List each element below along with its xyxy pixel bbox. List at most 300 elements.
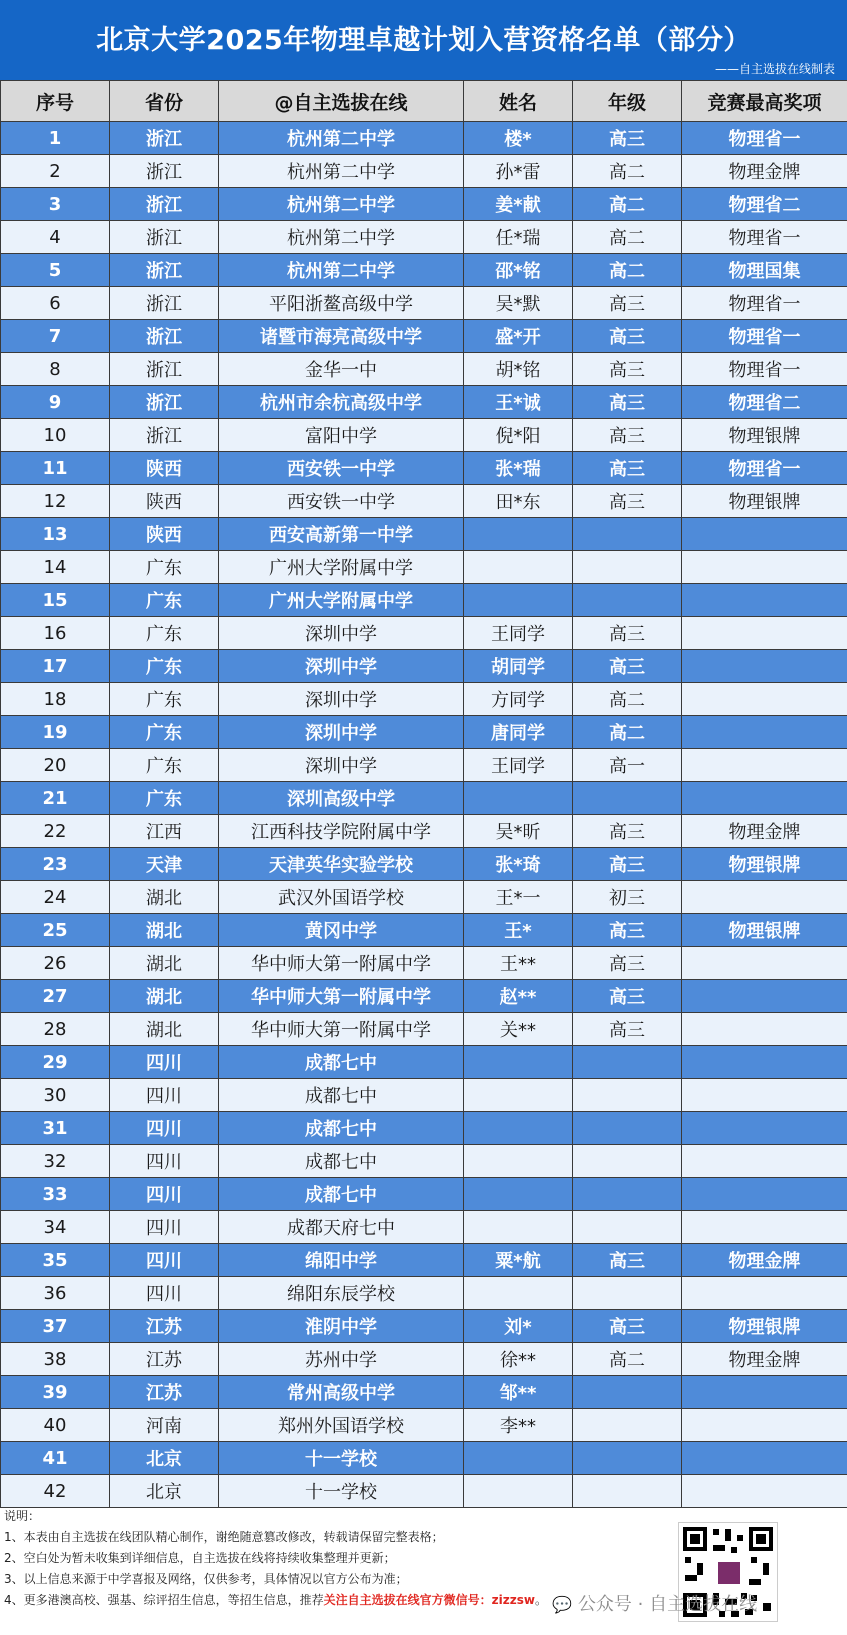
cell-name [464, 1277, 573, 1310]
cell-grade: 高二 [573, 254, 682, 287]
cell-grade: 高二 [573, 683, 682, 716]
table-row [1, 1046, 847, 1079]
cell-name: 孙*雷 [464, 155, 573, 188]
cell-province: 广东 [110, 782, 219, 815]
cell-index: 35 [1, 1244, 110, 1277]
cell-school: 广州大学附属中学 [219, 584, 464, 617]
cell-grade: 高三 [573, 1244, 682, 1277]
cell-province: 湖北 [110, 980, 219, 1013]
cell-school: 苏州中学 [219, 1343, 464, 1376]
cell-index: 16 [1, 617, 110, 650]
column-header-grade: 年级 [573, 81, 682, 122]
cell-award [682, 881, 847, 914]
cell-index: 11 [1, 452, 110, 485]
table-row [1, 914, 847, 947]
table-row [1, 1013, 847, 1046]
cell-grade: 高三 [573, 1013, 682, 1046]
cell-school: 西安高新第一中学 [219, 518, 464, 551]
cell-school: 武汉外国语学校 [219, 881, 464, 914]
cell-name: 粟*航 [464, 1244, 573, 1277]
cell-index: 15 [1, 584, 110, 617]
cell-province: 浙江 [110, 254, 219, 287]
cell-name: 胡*铭 [464, 353, 573, 386]
cell-grade [573, 1475, 682, 1508]
cell-province: 河南 [110, 1409, 219, 1442]
cell-index: 38 [1, 1343, 110, 1376]
table-row [1, 584, 847, 617]
cell-index: 13 [1, 518, 110, 551]
cell-grade: 高三 [573, 980, 682, 1013]
cell-grade [573, 1277, 682, 1310]
table-row [1, 551, 847, 584]
cell-award: 物理省一 [682, 320, 847, 353]
cell-award: 物理省一 [682, 452, 847, 485]
cell-province: 广东 [110, 749, 219, 782]
cell-award [682, 716, 847, 749]
cell-province: 广东 [110, 617, 219, 650]
cell-index: 36 [1, 1277, 110, 1310]
cell-name [464, 1178, 573, 1211]
cell-province: 广东 [110, 551, 219, 584]
cell-province: 天津 [110, 848, 219, 881]
cell-grade: 高三 [573, 419, 682, 452]
cell-award [682, 1211, 847, 1244]
cell-name: 姜*献 [464, 188, 573, 221]
table-row [1, 1376, 847, 1409]
cell-school: 成都七中 [219, 1079, 464, 1112]
cell-school: 深圳中学 [219, 683, 464, 716]
table-row [1, 1079, 847, 1112]
cell-school: 绵阳东辰学校 [219, 1277, 464, 1310]
cell-award [682, 782, 847, 815]
notes-line-3: 3、以上信息来源于中学喜报及网络，仅供参考，具体情况以官方公布为准； [4, 1572, 408, 1586]
cell-index: 27 [1, 980, 110, 1013]
cell-grade: 高三 [573, 815, 682, 848]
cell-school: 诸暨市海亮高级中学 [219, 320, 464, 353]
cell-award [682, 551, 847, 584]
cell-grade: 初三 [573, 881, 682, 914]
title-bar [0, 0, 847, 80]
cell-index: 24 [1, 881, 110, 914]
cell-province: 广东 [110, 650, 219, 683]
cell-index: 23 [1, 848, 110, 881]
page-title: 北京大学2025年物理卓越计划入营资格名单（部分） [96, 25, 751, 56]
cell-province: 四川 [110, 1178, 219, 1211]
cell-grade [573, 518, 682, 551]
cell-school: 绵阳中学 [219, 1244, 464, 1277]
table-row [1, 1112, 847, 1145]
cell-award [682, 584, 847, 617]
cell-name [464, 1112, 573, 1145]
cell-award [682, 947, 847, 980]
notes-line-2: 2、空白处为暂未收集到详细信息，自主选拔在线将持续收集整理并更新； [4, 1551, 396, 1565]
cell-award [682, 1046, 847, 1079]
cell-index: 40 [1, 1409, 110, 1442]
cell-index: 19 [1, 716, 110, 749]
cell-grade [573, 1112, 682, 1145]
cell-grade: 高三 [573, 320, 682, 353]
cell-award [682, 518, 847, 551]
cell-name: 张*琦 [464, 848, 573, 881]
cell-grade: 高三 [573, 947, 682, 980]
cell-index: 6 [1, 287, 110, 320]
cell-grade: 高三 [573, 650, 682, 683]
cell-province: 北京 [110, 1475, 219, 1508]
cell-index: 26 [1, 947, 110, 980]
cell-grade: 高三 [573, 287, 682, 320]
column-header-award: 竞赛最高奖项 [682, 81, 847, 122]
cell-grade: 高三 [573, 122, 682, 155]
cell-grade [573, 1079, 682, 1112]
cell-index: 42 [1, 1475, 110, 1508]
cell-name: 邹** [464, 1376, 573, 1409]
cell-school: 成都七中 [219, 1178, 464, 1211]
cell-index: 8 [1, 353, 110, 386]
table-row [1, 1244, 847, 1277]
cell-index: 10 [1, 419, 110, 452]
table-row [1, 848, 847, 881]
cell-award: 物理国集 [682, 254, 847, 287]
cell-school: 黄冈中学 [219, 914, 464, 947]
table-row [1, 881, 847, 914]
cell-award [682, 1475, 847, 1508]
cell-school: 广州大学附属中学 [219, 551, 464, 584]
cell-index: 32 [1, 1145, 110, 1178]
table-row [1, 188, 847, 221]
table-row [1, 221, 847, 254]
cell-award [682, 1112, 847, 1145]
cell-province: 四川 [110, 1244, 219, 1277]
cell-award: 物理省二 [682, 386, 847, 419]
wechat-chat-icon: 💬 [552, 1595, 572, 1614]
cell-province: 四川 [110, 1079, 219, 1112]
cell-school: 成都天府七中 [219, 1211, 464, 1244]
cell-province: 浙江 [110, 353, 219, 386]
cell-province: 湖北 [110, 914, 219, 947]
cell-name [464, 1442, 573, 1475]
cell-province: 江苏 [110, 1343, 219, 1376]
table-row [1, 650, 847, 683]
cell-province: 浙江 [110, 386, 219, 419]
table-row [1, 320, 847, 353]
cell-province: 浙江 [110, 155, 219, 188]
cell-school: 成都七中 [219, 1046, 464, 1079]
table-row [1, 617, 847, 650]
cell-name: 吴*昕 [464, 815, 573, 848]
cell-province: 陕西 [110, 485, 219, 518]
cell-name: 关** [464, 1013, 573, 1046]
cell-index: 25 [1, 914, 110, 947]
table-row [1, 716, 847, 749]
cell-name [464, 1079, 573, 1112]
cell-province: 四川 [110, 1277, 219, 1310]
cell-award: 物理金牌 [682, 1343, 847, 1376]
cell-award: 物理省一 [682, 221, 847, 254]
cell-index: 17 [1, 650, 110, 683]
cell-index: 2 [1, 155, 110, 188]
cell-index: 12 [1, 485, 110, 518]
cell-school: 杭州第二中学 [219, 122, 464, 155]
cell-grade [573, 782, 682, 815]
cell-index: 1 [1, 122, 110, 155]
cell-grade [573, 1376, 682, 1409]
cell-school: 杭州第二中学 [219, 188, 464, 221]
cell-school: 成都七中 [219, 1145, 464, 1178]
cell-name: 王*诚 [464, 386, 573, 419]
cell-award: 物理银牌 [682, 485, 847, 518]
column-header-index: 序号 [1, 81, 110, 122]
cell-school: 平阳浙鳌高级中学 [219, 287, 464, 320]
table-row [1, 353, 847, 386]
cell-province: 浙江 [110, 122, 219, 155]
table-row [1, 1442, 847, 1475]
cell-name [464, 1211, 573, 1244]
cell-award: 物理省一 [682, 122, 847, 155]
cell-grade [573, 551, 682, 584]
cell-grade: 高三 [573, 485, 682, 518]
cell-award [682, 1178, 847, 1211]
cell-index: 29 [1, 1046, 110, 1079]
cell-province: 江苏 [110, 1376, 219, 1409]
cell-province: 湖北 [110, 881, 219, 914]
cell-name: 李** [464, 1409, 573, 1442]
cell-grade: 高二 [573, 1343, 682, 1376]
table-row [1, 1145, 847, 1178]
cell-grade [573, 1211, 682, 1244]
cell-grade: 高二 [573, 155, 682, 188]
column-header-name: 姓名 [464, 81, 573, 122]
cell-award [682, 650, 847, 683]
cell-school: 深圳中学 [219, 749, 464, 782]
table-row [1, 1343, 847, 1376]
cell-name: 田*东 [464, 485, 573, 518]
column-header-province: 省份 [110, 81, 219, 122]
column-header-school: @自主选拔在线 [219, 81, 464, 122]
cell-index: 7 [1, 320, 110, 353]
table-row [1, 1211, 847, 1244]
cell-school: 江西科技学院附属中学 [219, 815, 464, 848]
table-row [1, 254, 847, 287]
cell-province: 湖北 [110, 947, 219, 980]
cell-index: 30 [1, 1079, 110, 1112]
cell-award: 物理银牌 [682, 848, 847, 881]
footer-brand [552, 1590, 757, 1616]
table-row [1, 1475, 847, 1508]
cell-index: 31 [1, 1112, 110, 1145]
table-row [1, 1310, 847, 1343]
table-row [1, 287, 847, 320]
cell-province: 浙江 [110, 287, 219, 320]
cell-grade: 高三 [573, 386, 682, 419]
page-subtitle: ——自主选拔在线制表 [714, 62, 835, 76]
notes-line-4-suffix: 。 [534, 1593, 547, 1607]
table-row [1, 749, 847, 782]
table-row [1, 419, 847, 452]
cell-index: 3 [1, 188, 110, 221]
cell-name [464, 584, 573, 617]
cell-school: 天津英华实验学校 [219, 848, 464, 881]
cell-name: 唐同学 [464, 716, 573, 749]
cell-name: 王** [464, 947, 573, 980]
cell-school: 淮阴中学 [219, 1310, 464, 1343]
cell-province: 浙江 [110, 188, 219, 221]
cell-name [464, 1046, 573, 1079]
cell-name [464, 551, 573, 584]
footer-brand-text: 公众号 · 自主选拔在线 [577, 1594, 758, 1615]
cell-name: 盛*开 [464, 320, 573, 353]
cell-province: 江苏 [110, 1310, 219, 1343]
cell-name: 赵** [464, 980, 573, 1013]
cell-province: 浙江 [110, 320, 219, 353]
cell-grade [573, 1145, 682, 1178]
table-header-row [1, 81, 847, 122]
cell-province: 浙江 [110, 221, 219, 254]
table-row [1, 1178, 847, 1211]
cell-province: 陕西 [110, 518, 219, 551]
cell-province: 湖北 [110, 1013, 219, 1046]
cell-award: 物理省一 [682, 353, 847, 386]
cell-name: 胡同学 [464, 650, 573, 683]
cell-award [682, 1145, 847, 1178]
table-row [1, 1277, 847, 1310]
cell-award: 物理省一 [682, 287, 847, 320]
cell-grade [573, 584, 682, 617]
cell-award [682, 1013, 847, 1046]
cell-award [682, 1079, 847, 1112]
table-row [1, 485, 847, 518]
cell-school: 十一学校 [219, 1442, 464, 1475]
cell-school: 西安铁一中学 [219, 485, 464, 518]
cell-school: 富阳中学 [219, 419, 464, 452]
cell-grade: 高二 [573, 221, 682, 254]
cell-province: 浙江 [110, 419, 219, 452]
cell-award [682, 1277, 847, 1310]
cell-grade: 高一 [573, 749, 682, 782]
cell-province: 四川 [110, 1046, 219, 1079]
cell-index: 14 [1, 551, 110, 584]
table-row [1, 452, 847, 485]
cell-index: 41 [1, 1442, 110, 1475]
table-body [1, 122, 847, 1508]
cell-name [464, 518, 573, 551]
cell-name: 王同学 [464, 617, 573, 650]
cell-award [682, 1376, 847, 1409]
cell-name: 刘* [464, 1310, 573, 1343]
qr-logo [718, 1562, 740, 1584]
cell-province: 四川 [110, 1211, 219, 1244]
cell-award [682, 617, 847, 650]
cell-school: 成都七中 [219, 1112, 464, 1145]
cell-name: 方同学 [464, 683, 573, 716]
cell-school: 深圳高级中学 [219, 782, 464, 815]
cell-index: 28 [1, 1013, 110, 1046]
cell-name: 任*瑞 [464, 221, 573, 254]
notes-line-4-prefix: 4、更多港澳高校、强基、综评招生信息，等招生信息，推荐 [4, 1593, 324, 1607]
cell-index: 18 [1, 683, 110, 716]
wechat-id-highlight: 关注自主选拔在线官方微信号：zizzsw [323, 1593, 535, 1607]
cell-index: 21 [1, 782, 110, 815]
cell-award: 物理金牌 [682, 155, 847, 188]
table-row [1, 815, 847, 848]
cell-school: 华中师大第一附属中学 [219, 947, 464, 980]
cell-school: 十一学校 [219, 1475, 464, 1508]
cell-name: 邵*铭 [464, 254, 573, 287]
cell-award [682, 1442, 847, 1475]
cell-name [464, 1475, 573, 1508]
cell-grade: 高三 [573, 848, 682, 881]
cell-award: 物理银牌 [682, 914, 847, 947]
cell-award: 物理省二 [682, 188, 847, 221]
table-row [1, 155, 847, 188]
cell-school: 华中师大第一附属中学 [219, 1013, 464, 1046]
cell-school: 杭州第二中学 [219, 254, 464, 287]
cell-grade: 高三 [573, 353, 682, 386]
cell-index: 33 [1, 1178, 110, 1211]
cell-index: 20 [1, 749, 110, 782]
cell-grade [573, 1178, 682, 1211]
cell-award [682, 980, 847, 1013]
cell-index: 4 [1, 221, 110, 254]
cell-grade: 高三 [573, 617, 682, 650]
cell-name: 张*瑞 [464, 452, 573, 485]
cell-school: 深圳中学 [219, 650, 464, 683]
table-row [1, 386, 847, 419]
cell-province: 广东 [110, 716, 219, 749]
cell-grade: 高三 [573, 1310, 682, 1343]
cell-index: 9 [1, 386, 110, 419]
cell-award [682, 1409, 847, 1442]
cell-name: 倪*阳 [464, 419, 573, 452]
table-row [1, 980, 847, 1013]
cell-province: 北京 [110, 1442, 219, 1475]
cell-province: 广东 [110, 584, 219, 617]
cell-name [464, 782, 573, 815]
table-row [1, 122, 847, 155]
cell-grade: 高二 [573, 716, 682, 749]
cell-index: 22 [1, 815, 110, 848]
cell-award: 物理金牌 [682, 815, 847, 848]
cell-province: 广东 [110, 683, 219, 716]
cell-school: 杭州市余杭高级中学 [219, 386, 464, 419]
cell-grade: 高三 [573, 914, 682, 947]
cell-province: 四川 [110, 1145, 219, 1178]
cell-name: 王*一 [464, 881, 573, 914]
cell-index: 5 [1, 254, 110, 287]
cell-index: 37 [1, 1310, 110, 1343]
cell-grade [573, 1046, 682, 1079]
cell-name: 徐** [464, 1343, 573, 1376]
cell-school: 深圳中学 [219, 617, 464, 650]
cell-grade [573, 1409, 682, 1442]
cell-award: 物理银牌 [682, 419, 847, 452]
cell-index: 39 [1, 1376, 110, 1409]
cell-grade [573, 1442, 682, 1475]
cell-school: 华中师大第一附属中学 [219, 980, 464, 1013]
cell-school: 金华一中 [219, 353, 464, 386]
notes-heading: 说明： [4, 1509, 41, 1523]
cell-grade: 高三 [573, 452, 682, 485]
cell-school: 杭州第二中学 [219, 221, 464, 254]
cell-name: 楼* [464, 122, 573, 155]
cell-school: 深圳中学 [219, 716, 464, 749]
cell-grade: 高二 [573, 188, 682, 221]
table-row [1, 947, 847, 980]
roster-table [0, 80, 847, 1508]
cell-school: 杭州第二中学 [219, 155, 464, 188]
table-row [1, 683, 847, 716]
cell-index: 34 [1, 1211, 110, 1244]
cell-province: 四川 [110, 1112, 219, 1145]
